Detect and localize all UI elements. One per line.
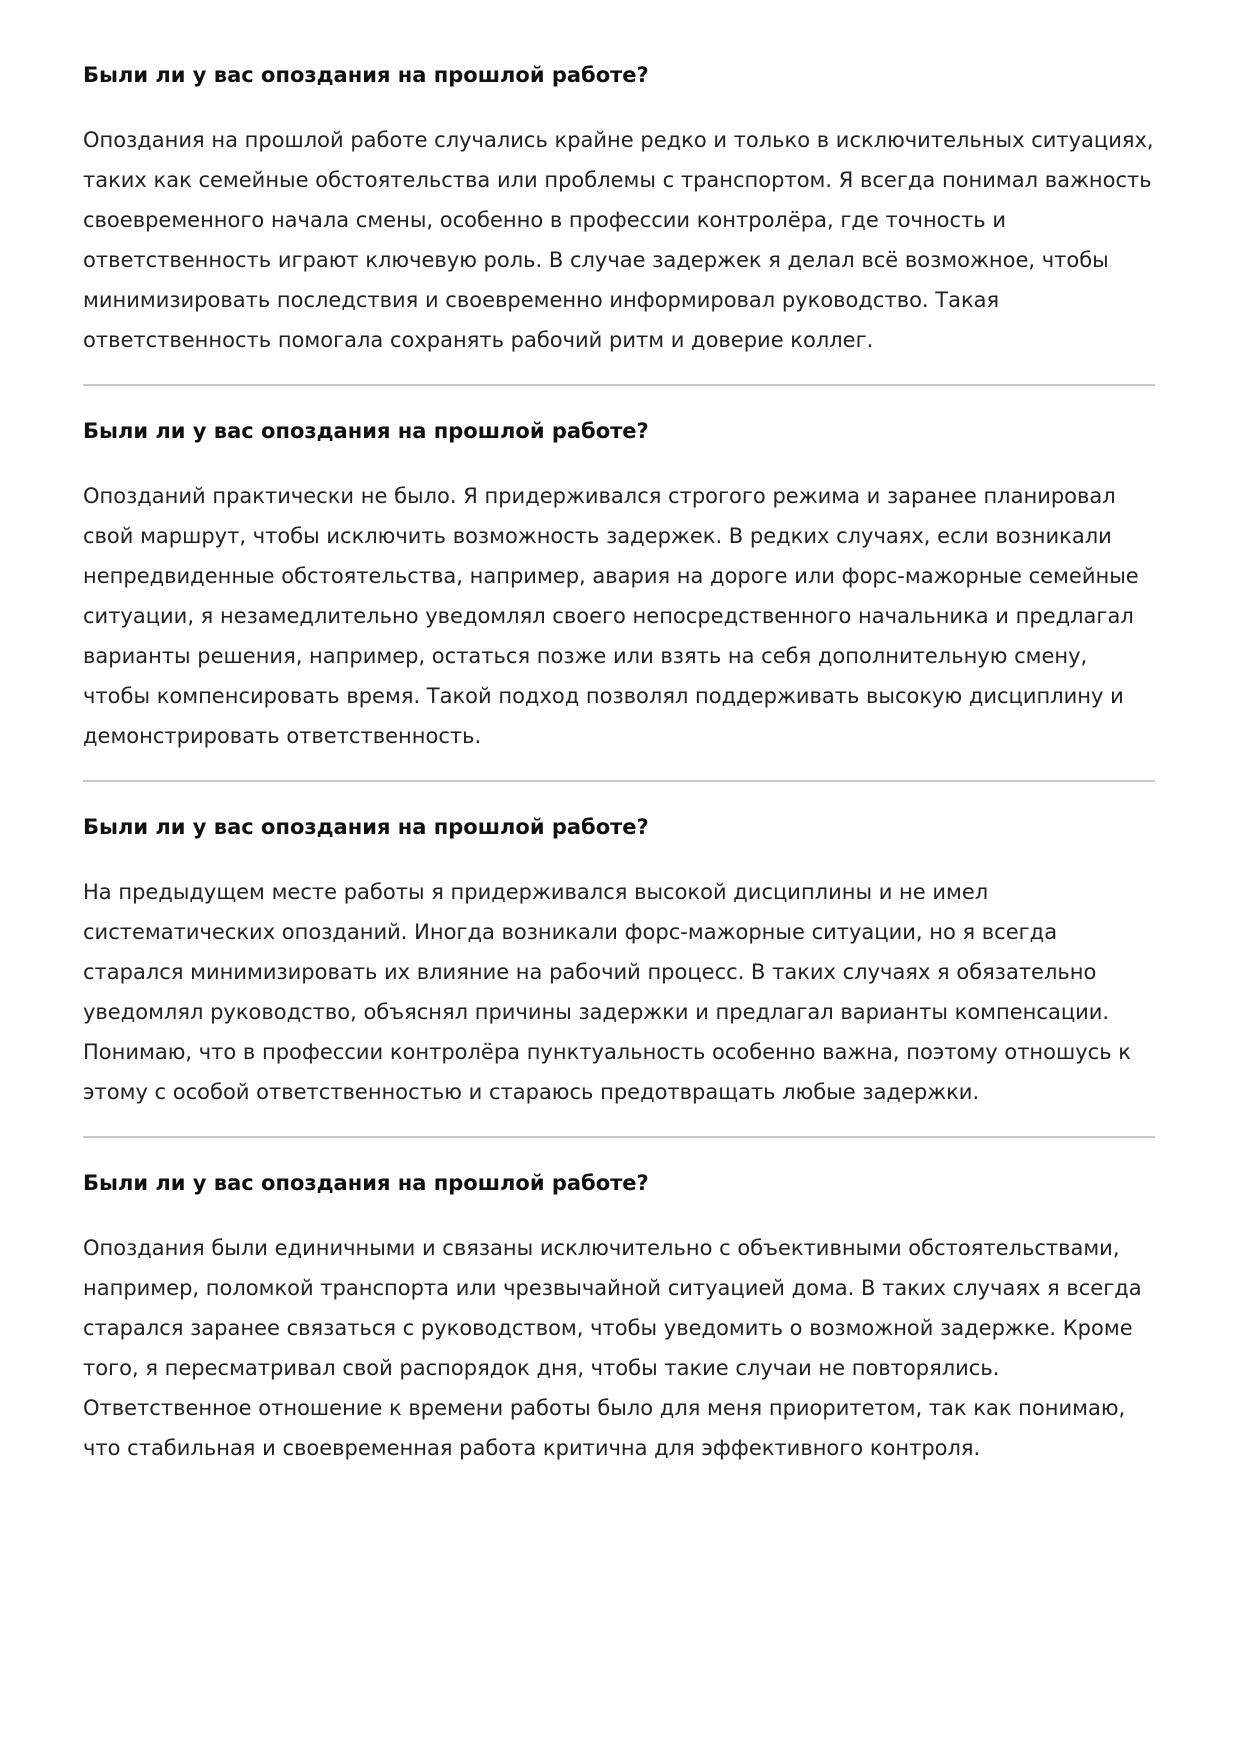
section-divider bbox=[83, 780, 1155, 782]
answer-paragraph: Опоздания были единичными и связаны исключительно с объективными обстоятельствами, например, поломкой транспорта или чрезвычайной ситуацией дома. В таких случаях я всегда старался заранее связаться с руководством, чтобы уведомить о возможной задержке. Кроме того, я пересматривал свой распорядок дня, чтобы такие случаи не повторялись. Ответственное отношение к времени работы было для меня приоритетом, так как понимаю, что стабильная и своевременная работа критична для эффективного контроля. bbox=[83, 1236, 1142, 1460]
section-divider bbox=[83, 384, 1155, 386]
question-heading: Были ли у вас опоздания на прошлой работе? bbox=[83, 815, 649, 839]
qa-section bbox=[83, 60, 1155, 360]
answer-paragraph: Опоздания на прошлой работе случались крайне редко и только в исключительных ситуациях, таких как семейные обстоятельства или проблемы с транспортом. Я всегда понимал важность своевременного начала смены, особенно в профессии контролёра, где точность и ответственность играют ключевую роль. В случае задержек я делал всё возможное, чтобы минимизировать последствия и своевременно информировал руководство. Такая ответственность помогала сохранять рабочий ритм и доверие коллег. bbox=[83, 128, 1154, 352]
document-page bbox=[83, 60, 1155, 1468]
section-divider bbox=[83, 1136, 1155, 1138]
answer-paragraph: Опозданий практически не было. Я придерживался строгого режима и заранее планировал свой маршрут, чтобы исключить возможность задержек. В редких случаях, если возникали непредвиденные обстоятельства, например, авария на дороге или форс-мажорные семейные ситуации, я незамедлительно уведомлял своего непосредственного начальника и предлагал варианты решения, например, остаться позже или взять на себя дополнительную смену, чтобы компенсировать время. Такой подход позволял поддерживать высокую дисциплину и демонстрировать ответственность. bbox=[83, 484, 1139, 748]
qa-section bbox=[83, 416, 1155, 756]
question-heading: Были ли у вас опоздания на прошлой работе? bbox=[83, 1171, 649, 1195]
qa-section bbox=[83, 812, 1155, 1112]
qa-section bbox=[83, 1168, 1155, 1468]
question-heading: Были ли у вас опоздания на прошлой работе? bbox=[83, 419, 649, 443]
answer-paragraph: На предыдущем месте работы я придерживался высокой дисциплины и не имел систематических опозданий. Иногда возникали форс-мажорные ситуации, но я всегда старался минимизировать их влияние на рабочий процесс. В таких случаях я обязательно уведомлял руководство, объяснял причины задержки и предлагал варианты компенсации. Понимаю, что в профессии контролёра пунктуальность особенно важна, поэтому отношусь к этому с особой ответственностью и стараюсь предотвращать любые задержки. bbox=[83, 880, 1131, 1104]
question-heading: Были ли у вас опоздания на прошлой работе? bbox=[83, 63, 649, 87]
